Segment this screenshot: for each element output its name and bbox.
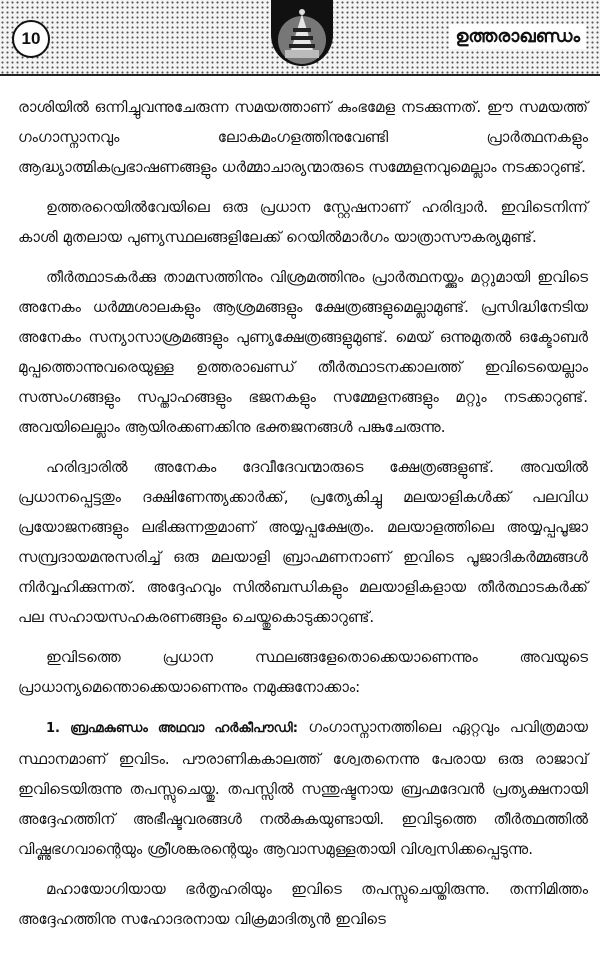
- page-header: [0, 0, 600, 76]
- paragraph-1: രാശിയിൽ ഒന്നിച്ചുവന്നുചേരുന്ന സമയത്താണ് കുംഭമേള നടക്കുന്നത്. ഈ സമയത്ത് ഗംഗാസ്നാനവും ലോകമംഗളത്തിനുവേണ്ടി പ്രാർത്ഥനകളും ആദ്ധ്യാത്മികപ്രഭാഷണങ്ങളും ധർമ്മാചാര്യന്മാരുടെ സമ്മേളനവുമെല്ലാം നടക്കാറുണ്ട്.: [18, 98, 588, 176]
- paragraph-5: ഇവിടത്തെ പ്രധാന സ്ഥലങ്ങളേതൊക്കെയാണെന്നും അവയുടെ പ്രാധാന്യമെന്തൊക്കെയാണെന്നും നമുക്കുനോക്കാം:: [18, 648, 588, 696]
- page-number: 10: [12, 20, 50, 58]
- paragraph-2: ഉത്തരറെയിൽവേയിലെ ഒരു പ്രധാന സ്റ്റേഷനാണ് ഹരിദ്വാർ. ഇവിടെനിന്ന് കാശി മുതലായ പുണ്യസ്ഥലങ്ങളിലേക്ക് റെയിൽമാർഗം യാത്രാസൗകര്യമുണ്ട്.: [18, 198, 588, 246]
- paragraph-last: മഹായോഗിയായ ഭർതൃഹരിയും ഇവിടെ തപസ്സുചെയ്തിരുന്നു. തന്നിമിത്തം അദ്ദേഹത്തിനു സഹോദരനായ വിക്രമാദിത്യൻ ഇവിടെ: [18, 880, 588, 928]
- item-text: ഗംഗാസ്നാനത്തിലെ ഏറ്റവും പവിത്രമായ സ്ഥാനമാണ് ഇവിടം. പൗരാണികകാലത്ത് ശ്വേതനെന്നു പേരായ ഒരു രാജാവ് ഇവിടെയിരുന്നു തപസ്സുചെയ്തു. തപസ്സിൽ സന്തുഷ്ടനായ ബ്രഹ്മദേവൻ പ്രത്യക്ഷനായി അദ്ദേഹത്തിന് അഭീഷ്ടവരങ്ങൾ നൽകുകയുണ്ടായി. ഇവിടുത്തെ തീർത്ഥത്തിൽ വിഷ്ണുഭഗവാന്റെയും ശ്രീശങ്കരന്റെയും ആവാസമുള്ളതായി വിശ്വസിക്കപ്പെടുന്നു.: [18, 718, 588, 858]
- paragraph-4: ഹരിദ്വാരിൽ അനേകം ദേവീദേവന്മാരുടെ ക്ഷേത്രങ്ങളുണ്ട്. അവയിൽ പ്രധാനപ്പെട്ടതും ദക്ഷിണേന്ത്യക്കാർക്ക്, പ്രത്യേകിച്ചു മലയാളികൾക്ക് പലവിധ പ്രയോജനങ്ങളും ലഭിക്കുന്നതുമാണ് അയ്യപ്പക്ഷേത്രം. മലയാളത്തിലെ അയ്യപ്പപൂജാ സമ്പ്രദായമനുസരിച്ച് ഒരു മലയാളി ബ്രാഹ്മണനാണ് ഇവിടെ പൂജാദികർമ്മങ്ങൾ നിർവ്വഹിക്കുന്നത്. അദ്ദേഹവും സിൽബന്ധികളും മലയാളികളായ തീർത്ഥാടകർക്ക് പല സഹായസഹകരണങ്ങളും ചെയ്തുകൊടുക്കാറുണ്ട്.: [18, 458, 588, 626]
- temple-emblem-icon: [271, 0, 333, 66]
- chapter-title: ഉത്തരാഖണ്ഡം: [449, 24, 586, 49]
- item-heading: 1. ബ്രഹ്മകുണ്ഡം അഥവാ ഹർകീപൗഡി:: [46, 721, 298, 736]
- page-body: [18, 92, 588, 944]
- list-item: [18, 712, 588, 864]
- paragraph-3: തീർത്ഥാടകർക്കു താമസത്തിനും വിശ്രമത്തിനും പ്രാർത്ഥനയ്ക്കും മറ്റുമായി ഇവിടെ അനേകം ധർമ്മശാലകളും ആശ്രമങ്ങളും ക്ഷേത്രങ്ങളുമെല്ലാമുണ്ട്. പ്രസിദ്ധിനേടിയ അനേകം സന്യാസാശ്രമങ്ങളും പുണ്യക്ഷേത്രങ്ങളുമുണ്ട്. മെയ് ഒന്നുമുതൽ ഒക്ടോബർ മുപ്പത്തൊന്നുവരെയുള്ള ഉത്തരാഖണ്ഡ് തീർത്ഥാടനക്കാലത്ത് ഇവിടെയെല്ലാം സത്സംഗങ്ങളും സപ്താഹങ്ങളും ഭജനകളും സമ്മേളനങ്ങളും മറ്റും നടക്കാറുണ്ട്. അവയിലെല്ലാം ആയിരക്കണക്കിനു ഭക്തജനങ്ങൾ പങ്കുചേരുന്നു.: [18, 268, 588, 436]
